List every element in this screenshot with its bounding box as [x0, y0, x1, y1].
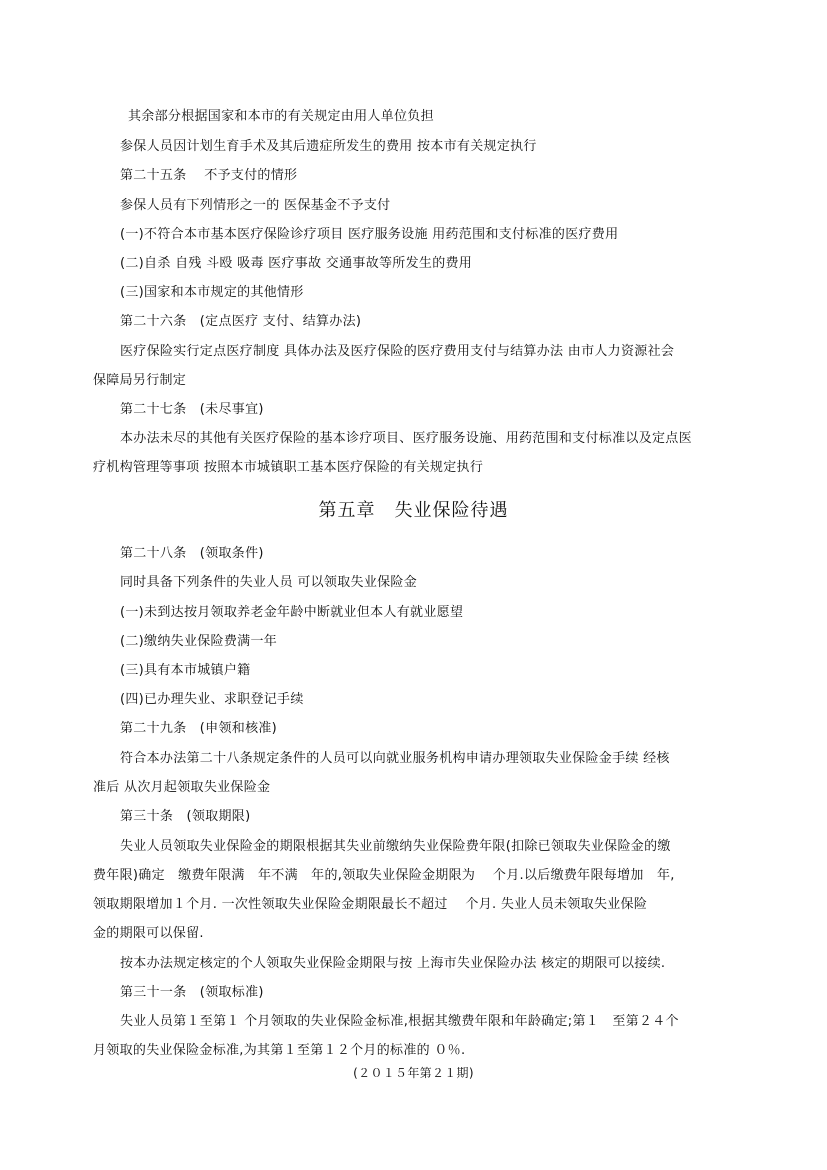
- list-item: (二)缴纳失业保险费满一年: [120, 634, 278, 649]
- list-item: (三)国家和本市规定的其他情形: [120, 285, 304, 300]
- article-heading: 第二十八条 (领取条件): [120, 546, 264, 561]
- paragraph-line: 准后 从次月起领取失业保险金: [93, 780, 271, 795]
- paragraph-line: 本办法未尽的其他有关医疗保险的基本诊疗项目、医疗服务设施、用药范围和支付标准以及定点医: [120, 431, 692, 446]
- paragraph-line: 医疗保险实行定点医疗制度 具体办法及医疗保险的医疗费用支付与结算办法 由市人力资源社会: [120, 344, 675, 359]
- paragraph-line: 保障局另行制定: [93, 373, 187, 388]
- chapter-title: 第五章 失业保险待遇: [318, 500, 509, 521]
- paragraph-line: 费年限)确定 缴费年限满 年不满 年的,领取失业保险金期限为 个月.以后缴费年限每增加 年,: [93, 868, 675, 883]
- list-item: (二)自杀 自残 斗殴 吸毒 医疗事故 交通事故等所发生的费用: [120, 256, 473, 271]
- article-heading: 第三十条 (领取期限): [120, 809, 251, 824]
- page-footer: (２０１５年第２１期): [353, 1066, 474, 1080]
- paragraph-line: 月领取的失业保险金标准,为其第１至第１２个月的标准的 ０％.: [93, 1043, 466, 1058]
- paragraph-line: 符合本办法第二十八条规定条件的人员可以向就业服务机构申请办理领取失业保险金手续 经核: [120, 751, 670, 766]
- paragraph-line: 按本办法规定核定的个人领取失业保险金期限与按 上海市失业保险办法 核定的期限可以接续.: [120, 956, 666, 971]
- paragraph-line: 失业人员第１至第１ 个月领取的失业保险金标准,根据其缴费年限和年龄确定;第１ 至第２４个: [120, 1014, 679, 1029]
- paragraph-line: 领取期限增加１个月. 一次性领取失业保险金期限最长不超过 个月. 失业人员未领取失业保险: [93, 897, 648, 912]
- list-item: (一)不符合本市基本医疗保险诊疗项目 医疗服务设施 用药范围和支付标准的医疗费用: [120, 227, 619, 242]
- paragraph-line: 其余部分根据国家和本市的有关规定由用人单位负担: [128, 109, 434, 124]
- article-heading: 第三十一条 (领取标准): [120, 985, 264, 1000]
- paragraph-line: 失业人员领取失业保险金的期限根据其失业前缴纳失业保险费年限(扣除已领取失业保险金的缴: [120, 839, 671, 854]
- article-heading: 第二十六条 (定点医疗 支付、结算办法): [120, 314, 362, 329]
- paragraph-line: 参保人员因计划生育手术及其后遗症所发生的费用 按本市有关规定执行: [120, 139, 537, 154]
- paragraph-line: 同时具备下列条件的失业人员 可以领取失业保险金: [120, 575, 418, 590]
- paragraph-line: 疗机构管理等事项 按照本市城镇职工基本医疗保险的有关规定执行: [93, 460, 484, 475]
- article-heading: 第二十五条 不予支付的情形: [120, 168, 298, 183]
- list-item: (四)已办理失业、求职登记手续: [120, 692, 304, 707]
- list-item: (一)未到达按月领取养老金年龄中断就业但本人有就业愿望: [120, 605, 464, 620]
- article-heading: 第二十七条 (未尽事宜): [120, 402, 264, 417]
- article-heading: 第二十九条 (申领和核准): [120, 721, 278, 736]
- paragraph-line: 参保人员有下列情形之一的 医保基金不予支付: [120, 198, 391, 213]
- paragraph-line: 金的期限可以保留.: [93, 926, 204, 941]
- list-item: (三)具有本市城镇户籍: [120, 663, 251, 678]
